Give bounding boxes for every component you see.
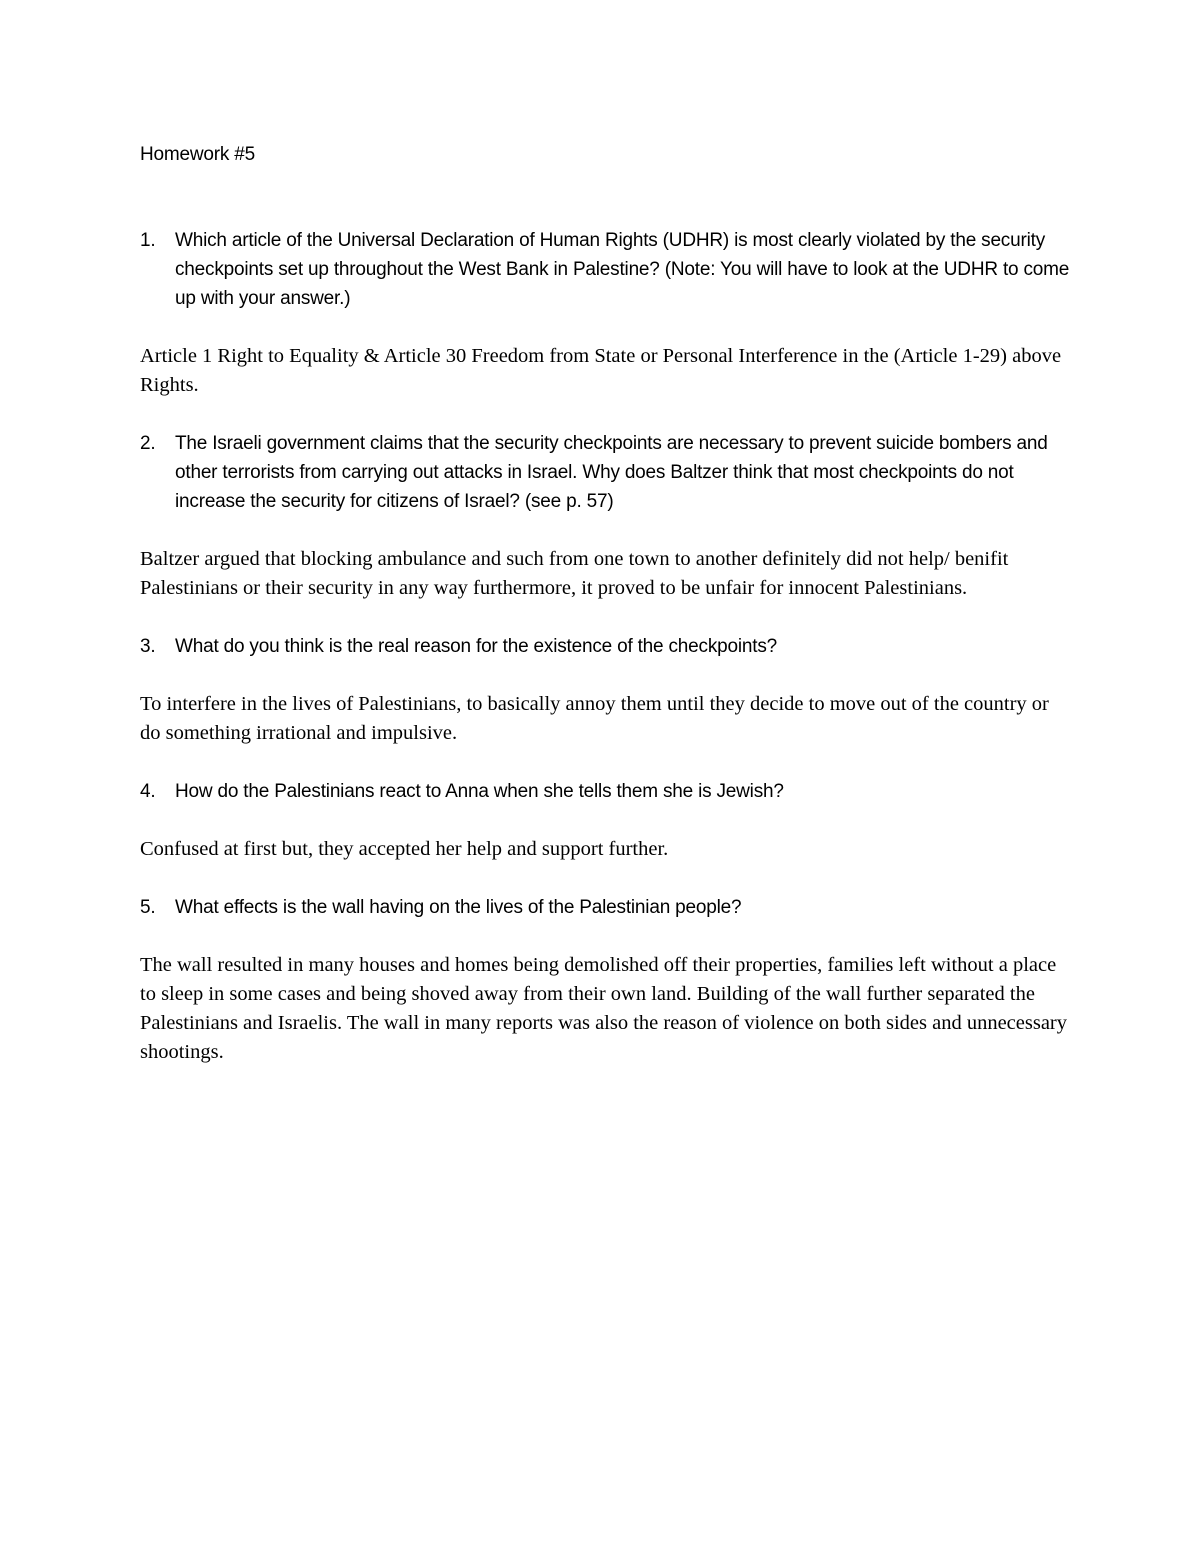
- question-2: [140, 429, 1070, 516]
- question-text: What effects is the wall having on the lives of the Palestinian people?: [175, 897, 742, 918]
- question-number: 5.: [140, 897, 156, 918]
- question-number: 1.: [140, 230, 156, 251]
- question-text: Which article of the Universal Declaration of Human Rights (UDHR) is most clearly violated by the security checkpoints set up throughout the West Bank in Palestine? (Note: You will have to look at the UDHR to come up with your answer.): [175, 230, 1070, 309]
- question-number: 3.: [140, 636, 156, 657]
- document-body: [140, 140, 1070, 1096]
- question-text: What do you think is the real reason for the existence of the checkpoints?: [175, 636, 777, 657]
- question-text: How do the Palestinians react to Anna when she tells them she is Jewish?: [175, 781, 784, 802]
- question-number: 2.: [140, 433, 156, 454]
- question-5: [140, 893, 1070, 922]
- answer-4: Confused at first but, they accepted her help and support further.: [140, 838, 669, 860]
- question-1: [140, 226, 1070, 313]
- answer-1: Article 1 Right to Equality & Article 30 Freedom from State or Personal Interference in the (Article 1-29) above Rights.: [140, 345, 1062, 396]
- question-text: The Israeli government claims that the security checkpoints are necessary to prevent suicide bombers and other terrorists from carrying out attacks in Israel. Why does Baltzer think that most checkpoints do not increase the security for citizens of Israel? (see p. 57): [175, 433, 1048, 512]
- answer-5: The wall resulted in many houses and homes being demolished off their properties, families left without a place to sleep in some cases and being shoved away from their own land. Building of the wall further separated the Palestinians and Israelis. The wall in many reports was also the reason of violence on both sides and unnecessary shootings.: [140, 954, 1068, 1063]
- question-4: [140, 777, 1070, 806]
- question-3: [140, 632, 1070, 661]
- answer-3: To interfere in the lives of Palestinians, to basically annoy them until they decide to move out of the country or do something irrational and impulsive.: [140, 693, 1049, 744]
- question-number: 4.: [140, 781, 156, 802]
- answer-2: Baltzer argued that blocking ambulance and such from one town to another definitely did not help/ benifit Palestinians or their security in any way furthermore, it proved to be unfair for innocent Palestinians.: [140, 548, 1009, 599]
- document-title: Homework #5: [140, 144, 256, 165]
